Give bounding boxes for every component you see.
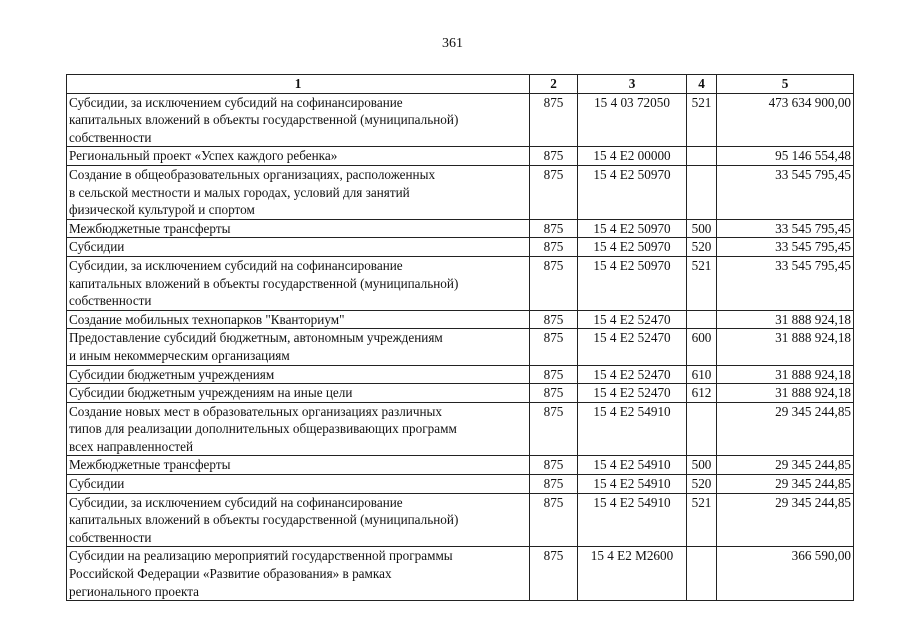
row-vr-cell bbox=[687, 402, 717, 456]
row-name-cell bbox=[67, 93, 530, 147]
row-sum-cell: 29 345 244,85 bbox=[717, 402, 854, 456]
row-ved-cell: 875 bbox=[530, 165, 578, 219]
row-sum-cell: 31 888 924,18 bbox=[717, 329, 854, 365]
row-sum-cell: 95 146 554,48 bbox=[717, 147, 854, 166]
row-csr-cell: 15 4 E2 00000 bbox=[578, 147, 687, 166]
row-csr-cell: 15 4 E2 M2600 bbox=[578, 547, 687, 601]
budget-table bbox=[66, 74, 854, 601]
row-name-line: капитальных вложений в объекты государственной (муниципальной) bbox=[69, 112, 459, 128]
row-csr-cell: 15 4 E2 52470 bbox=[578, 329, 687, 365]
table-row bbox=[67, 165, 854, 219]
row-sum-cell: 29 345 244,85 bbox=[717, 493, 854, 547]
row-csr-cell: 15 4 E2 54910 bbox=[578, 402, 687, 456]
table-row bbox=[67, 93, 854, 147]
row-vr-cell: 520 bbox=[687, 238, 717, 257]
row-sum-cell: 29 345 244,85 bbox=[717, 456, 854, 475]
row-vr-cell bbox=[687, 147, 717, 166]
row-vr-cell: 612 bbox=[687, 384, 717, 403]
row-name-line: Субсидии, за исключением субсидий на софинансирование bbox=[69, 257, 403, 273]
row-vr-cell: 521 bbox=[687, 256, 717, 310]
row-sum-cell: 33 545 795,45 bbox=[717, 165, 854, 219]
row-name-line: Создание в общеобразовательных организациях, расположенных bbox=[69, 166, 436, 182]
row-ved-cell: 875 bbox=[530, 475, 578, 494]
row-csr-cell: 15 4 E2 54910 bbox=[578, 456, 687, 475]
row-name-cell bbox=[67, 547, 530, 601]
row-name-cell bbox=[67, 310, 530, 329]
row-name-line: Субсидии бюджетным учреждениям bbox=[69, 366, 275, 382]
row-name-line: Предоставление субсидий бюджетным, автономным учреждениям bbox=[69, 330, 443, 346]
row-name-line: регионального проекта bbox=[69, 583, 200, 599]
header-col-2: 2 bbox=[530, 75, 578, 94]
row-name-cell bbox=[67, 475, 530, 494]
row-name-line: Российской Федерации «Развитие образования» в рамках bbox=[69, 566, 392, 582]
row-sum-cell: 31 888 924,18 bbox=[717, 365, 854, 384]
row-name-line: Субсидии на реализацию мероприятий государственной программы bbox=[69, 548, 453, 564]
row-vr-cell: 500 bbox=[687, 456, 717, 475]
row-name-cell bbox=[67, 256, 530, 310]
row-vr-cell bbox=[687, 310, 717, 329]
table-row bbox=[67, 384, 854, 403]
row-ved-cell: 875 bbox=[530, 384, 578, 403]
row-name-line: Субсидии бюджетным учреждениям на иные цели bbox=[69, 385, 353, 401]
row-vr-cell: 521 bbox=[687, 93, 717, 147]
row-sum-cell: 31 888 924,18 bbox=[717, 384, 854, 403]
row-vr-cell bbox=[687, 547, 717, 601]
row-name-line: в сельской местности и малых городах, условий для занятий bbox=[69, 184, 410, 200]
row-sum-cell: 31 888 924,18 bbox=[717, 310, 854, 329]
row-csr-cell: 15 4 E2 54910 bbox=[578, 475, 687, 494]
row-ved-cell: 875 bbox=[530, 365, 578, 384]
row-name-line: капитальных вложений в объекты государственной (муниципальной) bbox=[69, 512, 459, 528]
row-vr-cell: 520 bbox=[687, 475, 717, 494]
row-vr-cell: 610 bbox=[687, 365, 717, 384]
row-sum-cell: 33 545 795,45 bbox=[717, 238, 854, 257]
row-ved-cell: 875 bbox=[530, 310, 578, 329]
row-name-line: Создание мобильных технопарков "Кванториум" bbox=[69, 311, 345, 327]
header-col-3: 3 bbox=[578, 75, 687, 94]
table-row bbox=[67, 475, 854, 494]
row-name-line: Субсидии bbox=[69, 476, 125, 492]
row-ved-cell: 875 bbox=[530, 547, 578, 601]
table-row bbox=[67, 147, 854, 166]
row-csr-cell: 15 4 E2 50970 bbox=[578, 219, 687, 238]
row-csr-cell: 15 4 E2 54910 bbox=[578, 493, 687, 547]
header-col-1: 1 bbox=[67, 75, 530, 94]
row-name-cell bbox=[67, 384, 530, 403]
row-sum-cell: 473 634 900,00 bbox=[717, 93, 854, 147]
row-name-line: физической культурой и спортом bbox=[69, 202, 255, 218]
table-row bbox=[67, 402, 854, 456]
table-row bbox=[67, 547, 854, 601]
row-name-cell bbox=[67, 365, 530, 384]
row-ved-cell: 875 bbox=[530, 93, 578, 147]
row-name-line: и иным некоммерческим организациям bbox=[69, 347, 290, 363]
row-vr-cell: 521 bbox=[687, 493, 717, 547]
row-name-cell bbox=[67, 402, 530, 456]
table-row bbox=[67, 238, 854, 257]
table-row bbox=[67, 329, 854, 365]
row-csr-cell: 15 4 E2 52470 bbox=[578, 365, 687, 384]
row-csr-cell: 15 4 03 72050 bbox=[578, 93, 687, 147]
row-ved-cell: 875 bbox=[530, 329, 578, 365]
header-col-4: 4 bbox=[687, 75, 717, 94]
row-name-cell bbox=[67, 238, 530, 257]
row-ved-cell: 875 bbox=[530, 456, 578, 475]
row-name-cell bbox=[67, 219, 530, 238]
row-vr-cell: 600 bbox=[687, 329, 717, 365]
row-name-line: Межбюджетные трансферты bbox=[69, 220, 231, 236]
row-name-line: Субсидии, за исключением субсидий на софинансирование bbox=[69, 494, 403, 510]
row-csr-cell: 15 4 E2 50970 bbox=[578, 165, 687, 219]
table-header-row bbox=[67, 75, 854, 94]
table-row bbox=[67, 456, 854, 475]
row-name-line: всех направленностей bbox=[69, 438, 194, 454]
row-sum-cell: 33 545 795,45 bbox=[717, 219, 854, 238]
row-ved-cell: 875 bbox=[530, 402, 578, 456]
row-name-cell bbox=[67, 147, 530, 166]
row-sum-cell: 366 590,00 bbox=[717, 547, 854, 601]
row-csr-cell: 15 4 E2 52470 bbox=[578, 384, 687, 403]
row-name-line: Субсидии, за исключением субсидий на софинансирование bbox=[69, 94, 403, 110]
row-ved-cell: 875 bbox=[530, 493, 578, 547]
row-name-line: Региональный проект «Успех каждого ребенка» bbox=[69, 148, 338, 164]
row-ved-cell: 875 bbox=[530, 147, 578, 166]
row-name-line: Межбюджетные трансферты bbox=[69, 457, 231, 473]
row-name-cell bbox=[67, 165, 530, 219]
row-vr-cell: 500 bbox=[687, 219, 717, 238]
row-sum-cell: 33 545 795,45 bbox=[717, 256, 854, 310]
row-name-line: капитальных вложений в объекты государственной (муниципальной) bbox=[69, 275, 459, 291]
row-name-cell bbox=[67, 456, 530, 475]
row-ved-cell: 875 bbox=[530, 256, 578, 310]
row-vr-cell bbox=[687, 165, 717, 219]
row-csr-cell: 15 4 E2 52470 bbox=[578, 310, 687, 329]
row-name-line: типов для реализации дополнительных общеразвивающих программ bbox=[69, 421, 457, 437]
header-col-5: 5 bbox=[717, 75, 854, 94]
row-name-line: собственности bbox=[69, 529, 152, 545]
row-name-line: Субсидии bbox=[69, 239, 125, 255]
row-name-line: собственности bbox=[69, 129, 152, 145]
row-name-line: Создание новых мест в образовательных организациях различных bbox=[69, 403, 442, 419]
row-csr-cell: 15 4 E2 50970 bbox=[578, 256, 687, 310]
table-row bbox=[67, 365, 854, 384]
table-row bbox=[67, 310, 854, 329]
row-name-line: собственности bbox=[69, 293, 152, 309]
page-number: 361 bbox=[442, 36, 463, 51]
row-ved-cell: 875 bbox=[530, 219, 578, 238]
row-ved-cell: 875 bbox=[530, 238, 578, 257]
row-name-cell bbox=[67, 493, 530, 547]
row-name-cell bbox=[67, 329, 530, 365]
table-row bbox=[67, 493, 854, 547]
row-sum-cell: 29 345 244,85 bbox=[717, 475, 854, 494]
table-row bbox=[67, 219, 854, 238]
table-row bbox=[67, 256, 854, 310]
row-csr-cell: 15 4 E2 50970 bbox=[578, 238, 687, 257]
